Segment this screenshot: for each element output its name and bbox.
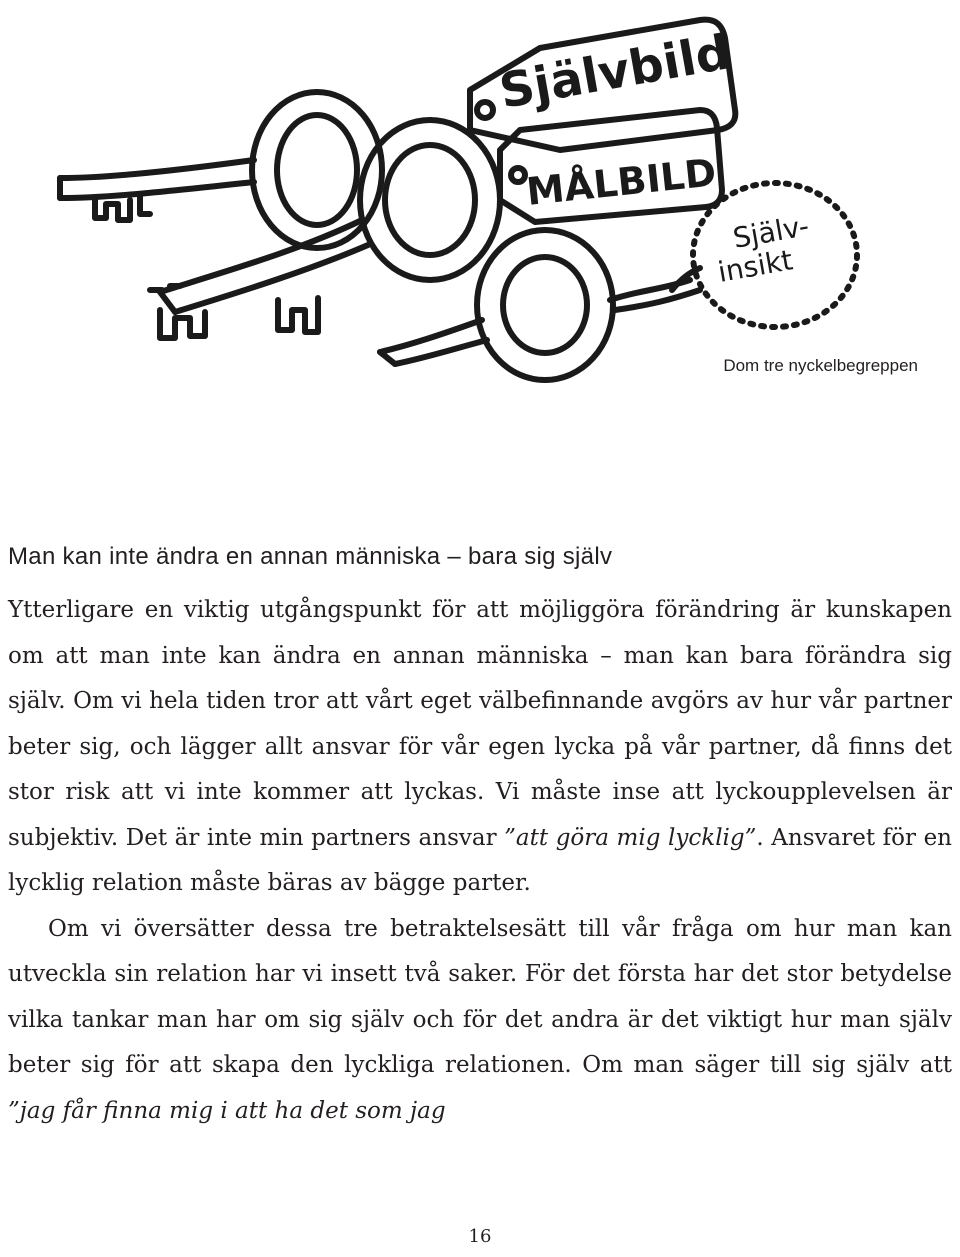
paragraph-2: Om vi översätter dessa tre betraktelsesätt till vår fråga om hur man kan utveckla sin relation har vi insett två saker. För det första har det stor betydelse vilka tankar man har om sig själv och för det andra är det viktigt hur man själv beter sig för att skapa den lyckliga relationen. Om man säger till sig själv att ”jag får finna mig i att ha det som jag [8, 915, 952, 1124]
illustration-caption: Dom tre nyckelbegreppen [723, 356, 918, 375]
tag-1-label: Självbild [495, 24, 735, 120]
tag-3-label-line1: Själv- [730, 209, 812, 255]
key-middle-icon [150, 120, 500, 338]
section-heading: Man kan inte ändra en annan människa – bara sig själv [8, 543, 613, 570]
page-number: 16 [468, 1226, 492, 1247]
paragraph-1: Ytterligare en viktig utgångspunkt för att möjliggöra förändring är kunskapen om att man inte kan ändra en annan människa – man kan bara förändra sig själv. Om vi hela tiden tror att vårt eget välbefinnande avgörs av hur vår partner beter sig, och lägger allt ansvar för vår egen lycka på vår partner, då finns det stor risk att vi inte kommer att lyckas. Vi måste inse att lyckoupplevelsen är subjektiv. Det är inte min partners ansvar ”att göra mig lycklig”. Ansvaret för en lycklig relation måste bäras av bägge parter. [8, 597, 952, 896]
tag-2-label: MÅLBILD [524, 150, 719, 214]
key-top-icon [60, 92, 382, 248]
body-text [8, 588, 952, 1134]
tag-3-label-line2: insikt [715, 243, 796, 289]
three-keys-illustration [0, 0, 960, 400]
